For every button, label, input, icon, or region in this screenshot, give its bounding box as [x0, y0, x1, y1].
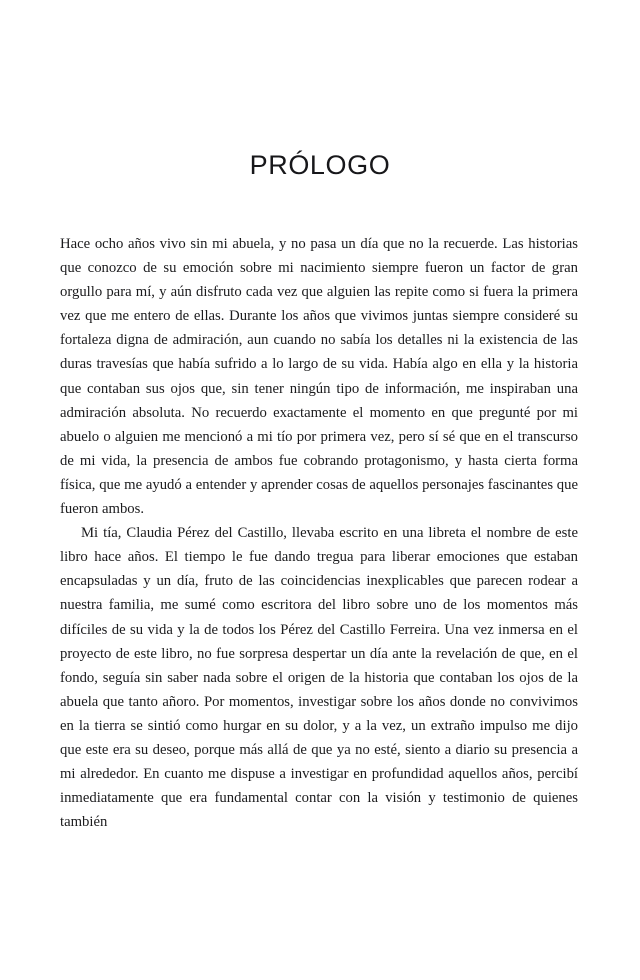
paragraph-1: Hace ocho años vivo sin mi abuela, y no pasa un día que no la recuerde. Las historias que conozco de su emoción sobre mi nacimiento siempre fueron un factor de gran orgullo para mí, y aún disfruto cada vez que alguien las repite como si fuera la primera vez que me entero de ellas. Durante los años que vivimos juntas siempre consideré su fortaleza digna de admiración, aun cuando no sabía los detalles ni la existencia de las duras travesías que había sufrido a lo largo de su vida. Había algo en ella y la historia que contaban sus ojos que, sin tener ningún tipo de información, me inspiraban una admiración absoluta. No recuerdo exactamente el momento en que pregunté por mi abuelo o alguien me mencionó a mi tío por primera vez, pero sí sé que en el transcurso de mi vida, la presencia de ambos fue cobrando protagonismo, y hasta cierta forma física, que me ayudó a entender y aprender cosas de aquellos personajes fascinantes que fueron ambos. — [60, 236, 578, 518]
paragraph-2: Mi tía, Claudia Pérez del Castillo, llevaba escrito en una libreta el nombre de este libro hace años. El tiempo le fue dando tregua para liberar emociones que estaban encapsuladas y un día, fruto de las coincidencias inexplicables que parecen rodear a nuestra familia, me sumé como escritora del libro sobre uno de los momentos más difíciles de su vida y la de todos los Pérez del Castillo Ferreira. Una vez inmersa en el proyecto de este libro, no fue sorpresa despertar un día ante la revelación de que, en el fondo, seguía sin saber nada sobre el origen de la historia que contaban los ojos de la abuela que tanto añoro. Por momentos, investigar sobre los años donde no convivimos en la tierra se sintió como hurgar en su dolor, y a la vez, un extraño impulso me dijo que este era su deseo, porque más allá de que ya no esté, siento a diario su presencia a mi alrededor. En cuanto me dispuse a investigar en profundidad aquellos años, percibí inmediatamente que era fundamental contar con la visión y testimonio de quienes también — [60, 525, 578, 831]
body-text-block — [60, 232, 578, 834]
page-title: PRÓLOGO — [249, 150, 391, 181]
